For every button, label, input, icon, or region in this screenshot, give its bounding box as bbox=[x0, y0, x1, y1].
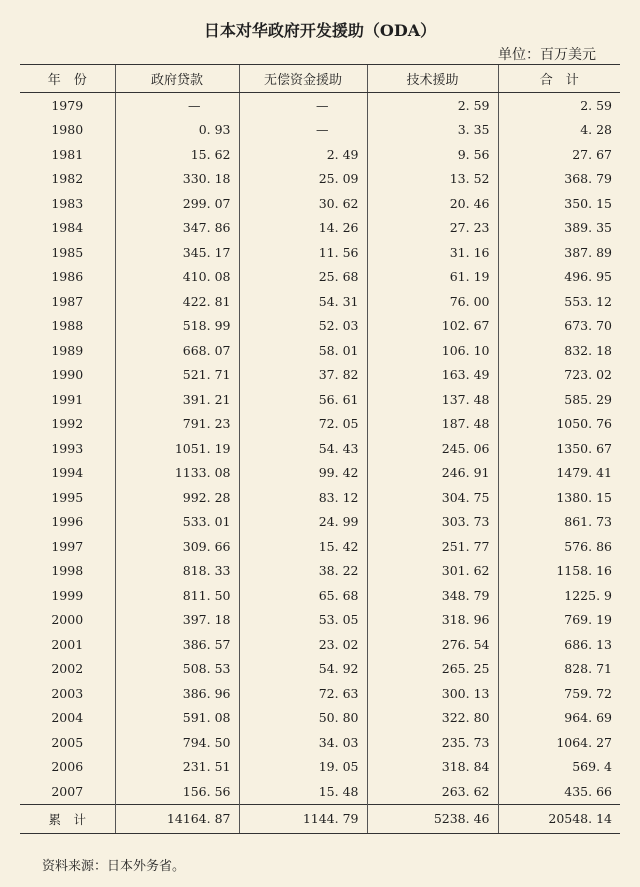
table-row bbox=[20, 167, 620, 192]
cell-loans: 156. 56 bbox=[115, 779, 239, 804]
table-row bbox=[20, 363, 620, 388]
cell-year: 2001 bbox=[51, 636, 84, 652]
cell-grants: — bbox=[239, 118, 367, 143]
cell-grants: 50. 80 bbox=[239, 706, 367, 731]
cell-year: 1996 bbox=[51, 514, 84, 530]
cell-grants: 53. 05 bbox=[239, 608, 367, 633]
cell-tech-aid: 318. 96 bbox=[367, 608, 498, 633]
cell-loans: 992. 28 bbox=[115, 485, 239, 510]
header-total: 合 计 bbox=[498, 65, 620, 93]
table-title: 日本对华政府开发援助（ODA） bbox=[203, 21, 437, 40]
cell-grants: 15. 42 bbox=[239, 534, 367, 559]
cell-total: 350. 15 bbox=[498, 191, 620, 216]
cell-loans: 791. 23 bbox=[115, 412, 239, 437]
cell-tech-aid: 300. 13 bbox=[367, 681, 498, 706]
oda-table bbox=[20, 64, 620, 834]
cell-total: 553. 12 bbox=[498, 289, 620, 314]
cell-tech-aid: 31. 16 bbox=[367, 240, 498, 265]
cell-tech-aid: 318. 84 bbox=[367, 755, 498, 780]
cell-year: 1992 bbox=[51, 416, 84, 432]
cell-tech-aid: 304. 75 bbox=[367, 485, 498, 510]
cell-tech-aid: 301. 62 bbox=[367, 559, 498, 584]
table-row bbox=[20, 314, 620, 339]
header-year: 年 份 bbox=[20, 65, 115, 93]
cell-total: 861. 73 bbox=[498, 510, 620, 535]
table-row bbox=[20, 730, 620, 755]
cell-tech-aid: 106. 10 bbox=[367, 338, 498, 363]
cell-year: 1983 bbox=[51, 195, 84, 211]
cell-total: 576. 86 bbox=[498, 534, 620, 559]
cell-tech-aid: 348. 79 bbox=[367, 583, 498, 608]
cell-tech-aid: 20. 46 bbox=[367, 191, 498, 216]
cell-loans: 391. 21 bbox=[115, 387, 239, 412]
cell-loans: 818. 33 bbox=[115, 559, 239, 584]
cell-total: 759. 72 bbox=[498, 681, 620, 706]
cell-total: 389. 35 bbox=[498, 216, 620, 241]
cell-tech-aid: 76. 00 bbox=[367, 289, 498, 314]
cell-total: 27. 67 bbox=[498, 142, 620, 167]
cell-year: 1989 bbox=[51, 342, 84, 358]
cell-loans: 309. 66 bbox=[115, 534, 239, 559]
cell-tech-aid: 263. 62 bbox=[367, 779, 498, 804]
total-row bbox=[20, 804, 620, 833]
header-loans: 政府贷款 bbox=[115, 65, 239, 93]
table-row bbox=[20, 142, 620, 167]
table-row bbox=[20, 191, 620, 216]
cell-loans: 410. 08 bbox=[115, 265, 239, 290]
table-row bbox=[20, 240, 620, 265]
cell-total: 496. 95 bbox=[498, 265, 620, 290]
cell-grants: 72. 05 bbox=[239, 412, 367, 437]
table-row bbox=[20, 387, 620, 412]
cell-tech-aid: 163. 49 bbox=[367, 363, 498, 388]
table-row bbox=[20, 412, 620, 437]
cell-grants: 72. 63 bbox=[239, 681, 367, 706]
cell-total: 964. 69 bbox=[498, 706, 620, 731]
cell-grants: 52. 03 bbox=[239, 314, 367, 339]
cell-year: 1981 bbox=[51, 146, 84, 162]
cell-tech-aid: 102. 67 bbox=[367, 314, 498, 339]
cell-year: 1997 bbox=[51, 538, 84, 554]
total-sum: 20548. 14 bbox=[498, 804, 620, 833]
cell-total: 828. 71 bbox=[498, 657, 620, 682]
cell-loans: 508. 53 bbox=[115, 657, 239, 682]
cell-year: 1980 bbox=[51, 122, 84, 138]
cell-loans: 811. 50 bbox=[115, 583, 239, 608]
cell-year: 2004 bbox=[51, 710, 84, 726]
table-row bbox=[20, 436, 620, 461]
cell-total: 832. 18 bbox=[498, 338, 620, 363]
cell-year: 2003 bbox=[51, 685, 84, 701]
source-note: 资料来源：日本外务省。 bbox=[42, 859, 186, 874]
table-row bbox=[20, 559, 620, 584]
cell-grants: 25. 68 bbox=[239, 265, 367, 290]
cell-loans: 15. 62 bbox=[115, 142, 239, 167]
total-tech-aid: 5238. 46 bbox=[367, 804, 498, 833]
table-row bbox=[20, 216, 620, 241]
table-row bbox=[20, 608, 620, 633]
cell-tech-aid: 322. 80 bbox=[367, 706, 498, 731]
cell-year: 2005 bbox=[51, 734, 84, 750]
cell-grants: 83. 12 bbox=[239, 485, 367, 510]
header-row bbox=[20, 65, 620, 93]
table-row bbox=[20, 657, 620, 682]
cell-total: 387. 89 bbox=[498, 240, 620, 265]
cell-loans: 668. 07 bbox=[115, 338, 239, 363]
cell-tech-aid: 137. 48 bbox=[367, 387, 498, 412]
cell-loans: 533. 01 bbox=[115, 510, 239, 535]
cell-tech-aid: 246. 91 bbox=[367, 461, 498, 486]
cell-total: 1225. 9 bbox=[498, 583, 620, 608]
cell-year: 1998 bbox=[51, 563, 84, 579]
cell-loans: 345. 17 bbox=[115, 240, 239, 265]
cell-loans: 591. 08 bbox=[115, 706, 239, 731]
cell-total: 1050. 76 bbox=[498, 412, 620, 437]
cell-year: 1987 bbox=[51, 293, 84, 309]
cell-total: 1350. 67 bbox=[498, 436, 620, 461]
total-grants: 1144. 79 bbox=[239, 804, 367, 833]
cell-tech-aid: 27. 23 bbox=[367, 216, 498, 241]
table-row bbox=[20, 779, 620, 804]
header-tech-aid: 技术援助 bbox=[367, 65, 498, 93]
cell-grants: 99. 42 bbox=[239, 461, 367, 486]
table-row bbox=[20, 485, 620, 510]
cell-loans: 422. 81 bbox=[115, 289, 239, 314]
cell-tech-aid: 9. 56 bbox=[367, 142, 498, 167]
cell-loans: 397. 18 bbox=[115, 608, 239, 633]
cell-tech-aid: 276. 54 bbox=[367, 632, 498, 657]
cell-grants: 19. 05 bbox=[239, 755, 367, 780]
cell-loans: 1133. 08 bbox=[115, 461, 239, 486]
cell-year: 2000 bbox=[51, 612, 84, 628]
cell-year: 1979 bbox=[51, 97, 84, 113]
cell-total: 769. 19 bbox=[498, 608, 620, 633]
cell-grants: 24. 99 bbox=[239, 510, 367, 535]
table-row bbox=[20, 338, 620, 363]
cell-tech-aid: 61. 19 bbox=[367, 265, 498, 290]
table-row bbox=[20, 461, 620, 486]
table-row bbox=[20, 681, 620, 706]
cell-grants: 54. 43 bbox=[239, 436, 367, 461]
cell-total: 1064. 27 bbox=[498, 730, 620, 755]
cell-tech-aid: 3. 35 bbox=[367, 118, 498, 143]
cell-total: 585. 29 bbox=[498, 387, 620, 412]
table-row bbox=[20, 583, 620, 608]
cell-total: 1479. 41 bbox=[498, 461, 620, 486]
total-label: 累 计 bbox=[20, 804, 115, 833]
cell-total: 723. 02 bbox=[498, 363, 620, 388]
cell-total: 2. 59 bbox=[498, 93, 620, 118]
cell-tech-aid: 235. 73 bbox=[367, 730, 498, 755]
cell-year: 1986 bbox=[51, 269, 84, 285]
cell-loans: 521. 71 bbox=[115, 363, 239, 388]
cell-loans: 1051. 19 bbox=[115, 436, 239, 461]
cell-grants: 56. 61 bbox=[239, 387, 367, 412]
cell-tech-aid: 2. 59 bbox=[367, 93, 498, 118]
cell-year: 1994 bbox=[51, 465, 84, 481]
cell-grants: 2. 49 bbox=[239, 142, 367, 167]
cell-year: 1988 bbox=[51, 318, 84, 334]
cell-year: 1982 bbox=[51, 171, 84, 187]
cell-tech-aid: 265. 25 bbox=[367, 657, 498, 682]
cell-year: 1990 bbox=[51, 367, 84, 383]
cell-year: 1985 bbox=[51, 244, 84, 260]
cell-grants: 37. 82 bbox=[239, 363, 367, 388]
cell-loans: 299. 07 bbox=[115, 191, 239, 216]
cell-grants: 65. 68 bbox=[239, 583, 367, 608]
cell-total: 4. 28 bbox=[498, 118, 620, 143]
cell-year: 1995 bbox=[51, 489, 84, 505]
cell-year: 1999 bbox=[51, 587, 84, 603]
cell-year: 1984 bbox=[51, 220, 84, 236]
cell-loans: 0. 93 bbox=[115, 118, 239, 143]
cell-loans: 347. 86 bbox=[115, 216, 239, 241]
cell-tech-aid: 251. 77 bbox=[367, 534, 498, 559]
total-loans: 14164. 87 bbox=[115, 804, 239, 833]
cell-grants: 34. 03 bbox=[239, 730, 367, 755]
cell-loans: 386. 96 bbox=[115, 681, 239, 706]
table-row bbox=[20, 289, 620, 314]
table-row bbox=[20, 755, 620, 780]
cell-year: 2002 bbox=[51, 661, 84, 677]
cell-tech-aid: 303. 73 bbox=[367, 510, 498, 535]
cell-grants: 54. 31 bbox=[239, 289, 367, 314]
cell-year: 2006 bbox=[51, 759, 84, 775]
cell-loans: 330. 18 bbox=[115, 167, 239, 192]
cell-loans: 518. 99 bbox=[115, 314, 239, 339]
cell-grants: 23. 02 bbox=[239, 632, 367, 657]
cell-loans: 386. 57 bbox=[115, 632, 239, 657]
cell-total: 673. 70 bbox=[498, 314, 620, 339]
cell-loans: 231. 51 bbox=[115, 755, 239, 780]
cell-year: 1993 bbox=[51, 440, 84, 456]
cell-total: 435. 66 bbox=[498, 779, 620, 804]
cell-grants: — bbox=[239, 93, 367, 118]
cell-grants: 38. 22 bbox=[239, 559, 367, 584]
cell-grants: 14. 26 bbox=[239, 216, 367, 241]
table-row bbox=[20, 534, 620, 559]
table-row bbox=[20, 118, 620, 143]
cell-grants: 25. 09 bbox=[239, 167, 367, 192]
cell-grants: 30. 62 bbox=[239, 191, 367, 216]
cell-grants: 11. 56 bbox=[239, 240, 367, 265]
cell-grants: 15. 48 bbox=[239, 779, 367, 804]
cell-tech-aid: 245. 06 bbox=[367, 436, 498, 461]
cell-tech-aid: 13. 52 bbox=[367, 167, 498, 192]
cell-year: 1991 bbox=[51, 391, 84, 407]
table-row bbox=[20, 510, 620, 535]
cell-total: 1380. 15 bbox=[498, 485, 620, 510]
table-body bbox=[20, 93, 620, 805]
cell-grants: 54. 92 bbox=[239, 657, 367, 682]
table-row bbox=[20, 93, 620, 118]
cell-total: 569. 4 bbox=[498, 755, 620, 780]
cell-total: 368. 79 bbox=[498, 167, 620, 192]
cell-total: 686. 13 bbox=[498, 632, 620, 657]
cell-total: 1158. 16 bbox=[498, 559, 620, 584]
unit-label: 单位：百万美元 bbox=[498, 47, 596, 63]
table-row bbox=[20, 265, 620, 290]
table-row bbox=[20, 706, 620, 731]
cell-loans: 794. 50 bbox=[115, 730, 239, 755]
header-grants: 无偿资金援助 bbox=[239, 65, 367, 93]
cell-loans: — bbox=[115, 93, 239, 118]
cell-grants: 58. 01 bbox=[239, 338, 367, 363]
table-row bbox=[20, 632, 620, 657]
cell-year: 2007 bbox=[51, 783, 84, 799]
cell-tech-aid: 187. 48 bbox=[367, 412, 498, 437]
